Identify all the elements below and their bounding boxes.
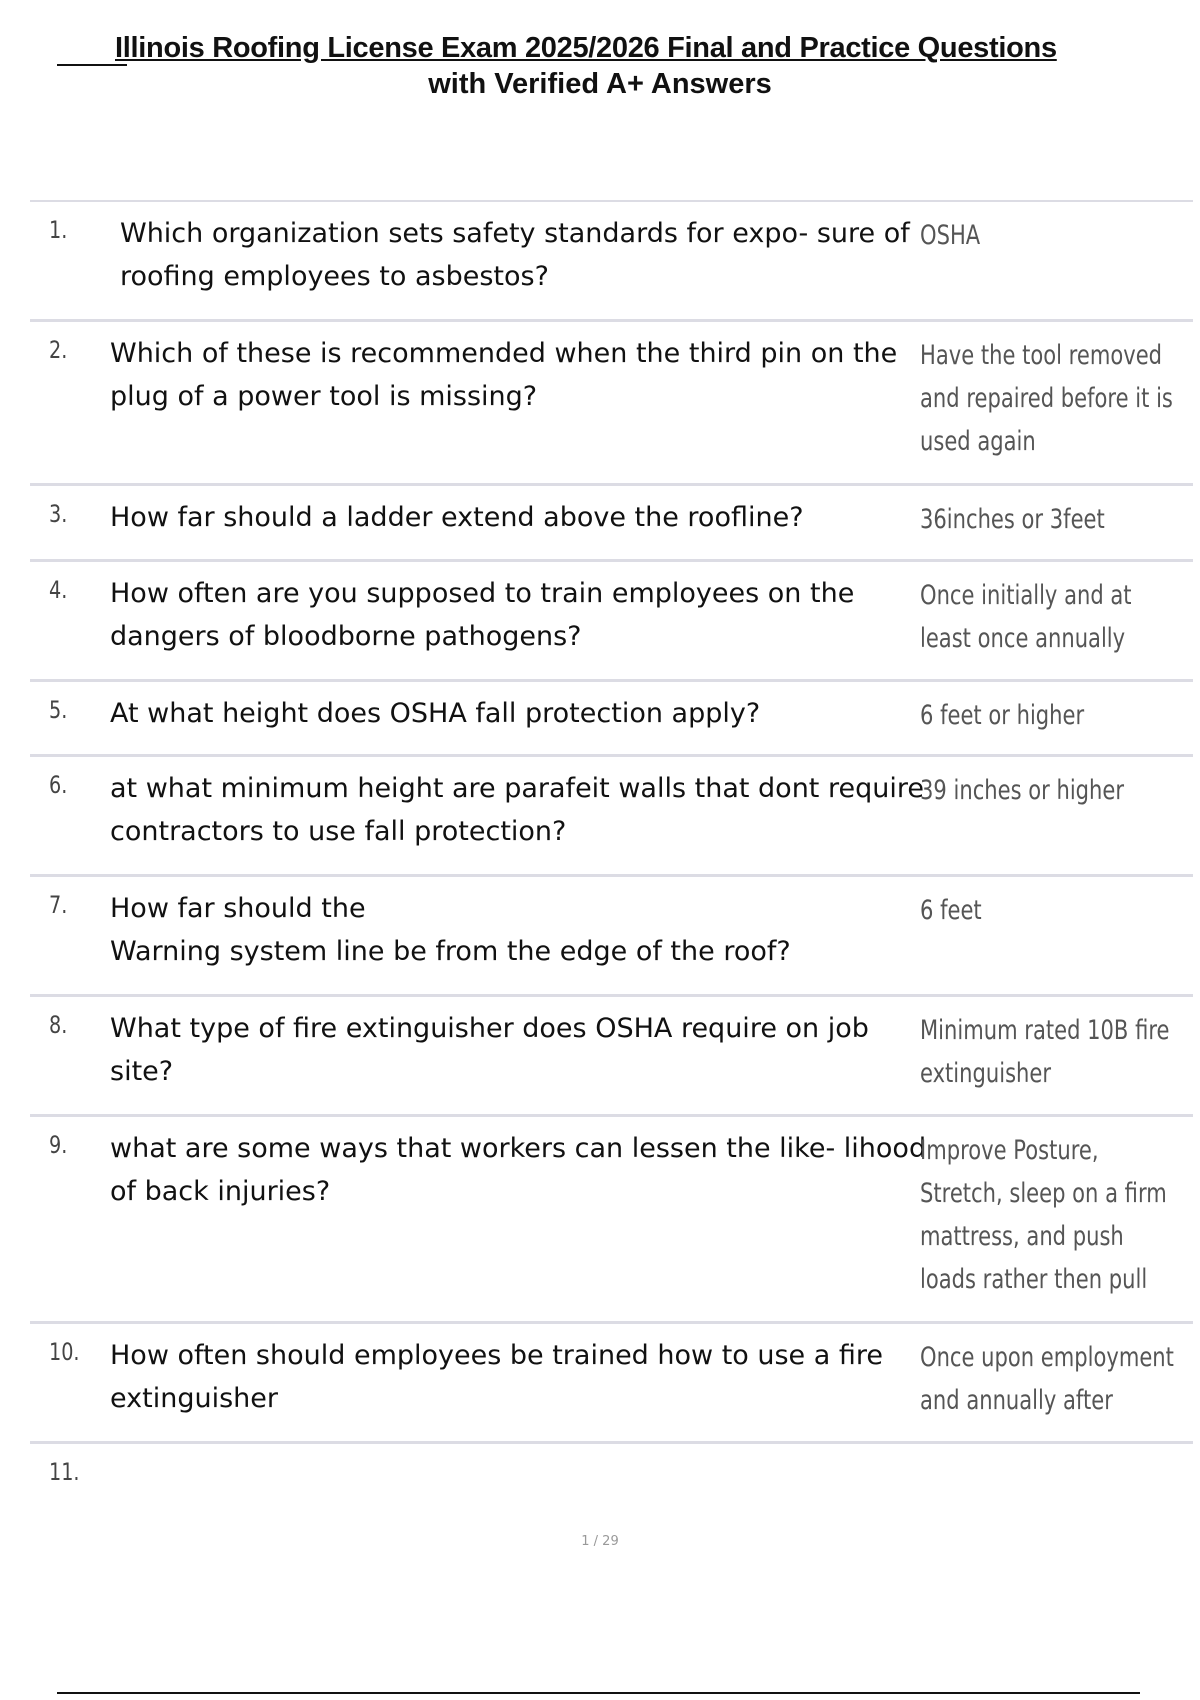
question-row (30, 682, 1193, 757)
question-text: At what height does OSHA fall protection apply? (110, 698, 761, 729)
bottom-rule (57, 1692, 1140, 1694)
question-row (30, 1117, 1193, 1324)
answer-text: OSHA (920, 220, 981, 251)
question-number: 2. (49, 336, 68, 364)
question-number: 8. (49, 1011, 68, 1039)
question-row (30, 1444, 1193, 1514)
question-number: 10. (49, 1338, 80, 1366)
question-number: 11. (49, 1458, 80, 1486)
question-number: 5. (49, 696, 68, 724)
answer-text: Once upon employment and annually after (920, 1342, 1174, 1416)
question-text: How often are you supposed to train employees on the dangers of bloodborne pathogens? (110, 578, 855, 652)
question-number: 7. (49, 891, 68, 919)
answer-text: 39 inches or higher (920, 775, 1125, 806)
question-row (30, 757, 1193, 877)
document-subtitle: with Verified A+ Answers (428, 68, 772, 100)
question-row (30, 1324, 1193, 1444)
question-row (30, 322, 1193, 486)
question-text: How far should a ladder extend above the roofline? (110, 502, 804, 533)
question-number: 4. (49, 576, 68, 604)
question-text: at what minimum height are parafeit walls that dont require contractors to use fall protection? (110, 773, 924, 847)
question-number: 9. (49, 1131, 68, 1159)
question-text: Which organization sets safety standards for expo- sure of roofing employees to asbestos? (120, 218, 910, 292)
question-text: How far should the Warning system line be from the edge of the roof? (110, 893, 791, 967)
question-number: 3. (49, 500, 68, 528)
question-row (30, 877, 1193, 997)
answer-text: 6 feet (920, 895, 982, 926)
answer-text: 6 feet or higher (920, 700, 1085, 731)
answer-text: Once initially and at least once annually (920, 580, 1132, 654)
question-number: 6. (49, 771, 68, 799)
document-title: Illinois Roofing License Exam 2025/2026 Final and Practice Questions (115, 32, 1057, 64)
question-row (30, 997, 1193, 1117)
page-number: 1 / 29 (581, 1534, 619, 1549)
question-text: Which of these is recommended when the third pin on the plug of a power tool is missing? (110, 338, 898, 412)
answer-text: 36inches or 3feet (920, 504, 1105, 535)
question-row (30, 202, 1193, 322)
answer-text: Minimum rated 10B fire extinguisher (920, 1015, 1170, 1089)
question-text: How often should employees be trained how to use a fire extinguisher (110, 1340, 884, 1414)
question-text: what are some ways that workers can lessen the like- lihood of back injuries? (110, 1133, 927, 1207)
question-row (30, 486, 1193, 562)
question-row (30, 562, 1193, 682)
question-text: What type of fire extinguisher does OSHA require on job site? (110, 1013, 869, 1087)
question-number: 1. (49, 216, 68, 244)
answer-text: Have the tool removed and repaired before it is used again (920, 340, 1173, 457)
question-table (30, 200, 1193, 1514)
answer-text: Improve Posture, Stretch, sleep on a firm mattress, and push loads rather then pull (920, 1135, 1167, 1295)
